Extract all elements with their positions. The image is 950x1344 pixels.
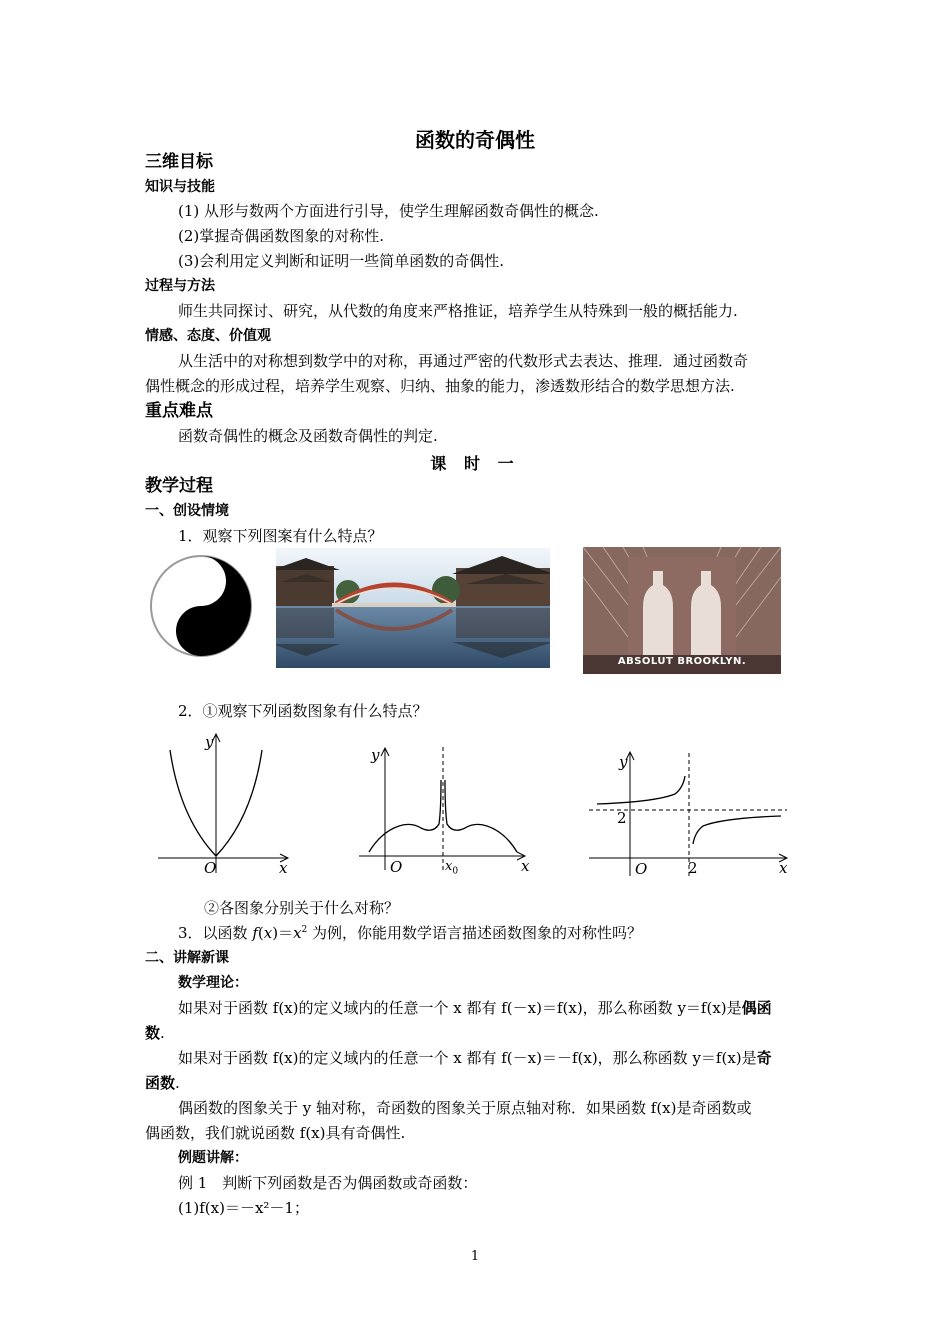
- sub-emotion: 情感、态度、价值观: [145, 328, 271, 344]
- graph1-origin-label: O: [204, 859, 217, 877]
- even-definition-line1: 如果对于函数 f(x)的定义域内的任意一个 x 都有 f(－x)＝f(x)，那么称函数 y＝f(x)是偶函: [178, 999, 772, 1017]
- section-key-points: 重点难点: [145, 401, 213, 421]
- section-goals: 三维目标: [145, 152, 213, 172]
- sub-create-situation: 一、创设情境: [145, 503, 229, 519]
- doc-title: 函数的奇偶性: [415, 128, 535, 152]
- process-text: 师生共同探讨、研究，从代数的角度来严格推证，培养学生从特殊到一般的概括能力.: [178, 302, 738, 320]
- emotion-text-2: 偶性概念的形成过程，培养学生观察、归纳、抽象的能力，渗透数形结合的数学思想方法.: [145, 377, 735, 395]
- question-2: 2．①观察下列函数图象有什么特点？: [178, 702, 428, 720]
- yin-yang-image: [143, 547, 259, 665]
- odd-definition-line2: 函数.: [145, 1074, 180, 1092]
- emotion-text-1: 从生活中的对称想到数学中的对称，再通过严密的代数形式去表达、推理．通过函数奇: [178, 352, 749, 370]
- symmetry-text-2: 偶函数，我们就说函数 f(x)具有奇偶性.: [145, 1124, 406, 1142]
- example-1: 例 1 判断下列函数是否为偶函数或奇函数：: [178, 1174, 478, 1192]
- graph3-x-label: x: [779, 859, 788, 877]
- question-1: 1．观察下列图案有什么特点？: [178, 527, 383, 545]
- even-definition-line2: 数.: [145, 1024, 165, 1042]
- graph3-y-label: y: [619, 753, 628, 771]
- graph2-y-label: y: [371, 746, 380, 764]
- knowledge-item-3: (3)会利用定义判断和证明一些简单函数的奇偶性.: [178, 252, 505, 270]
- graph2-x-label: x: [521, 857, 530, 875]
- knowledge-item-1: (1) 从形与数两个方面进行引导，使学生理解函数奇偶性的概念.: [178, 202, 599, 220]
- question-3: 3．以函数 $f(x)=x^2$ 为例，你能用数学语言描述函数图象的对称性吗？: [178, 924, 643, 942]
- question-2b: ②各图象分别关于什么对称？: [204, 899, 400, 917]
- sub-explain: 二、讲解新课: [145, 950, 229, 966]
- graph3-y-tick-2: 2: [617, 809, 627, 827]
- graph1-y-label: y: [205, 733, 214, 751]
- symmetry-text-1: 偶函数的图象关于 y 轴对称，奇函数的图象关于原点轴对称．如果函数 f(x)是奇函数或: [178, 1099, 752, 1117]
- page-number: 1: [470, 1249, 480, 1264]
- sub-process: 过程与方法: [145, 278, 215, 294]
- sub-knowledge: 知识与技能: [145, 179, 215, 195]
- examples-label: 例题讲解：: [178, 1150, 248, 1166]
- brooklyn-caption: ABSOLUT BROOKLYN.: [617, 656, 747, 667]
- knowledge-item-2: (2)掌握奇偶函数图象的对称性.: [178, 227, 385, 245]
- odd-definition-line1: 如果对于函数 f(x)的定义域内的任意一个 x 都有 f(－x)＝－f(x)，那么称函数 y＝f(x)是奇: [178, 1049, 772, 1067]
- graph3-x-tick-2: 2: [688, 859, 698, 877]
- section-teaching: 教学过程: [145, 476, 213, 496]
- bridge-reflection-image: [276, 548, 550, 668]
- key-points-text: 函数奇偶性的概念及函数奇偶性的判定.: [178, 427, 438, 445]
- lesson-heading: 课 时 一: [430, 454, 520, 473]
- graph2-x0-label: $x_0$: [445, 859, 459, 877]
- graph2-origin-label: O: [390, 858, 403, 876]
- example-1-item-1: (1)f(x)＝－x²－1；: [178, 1199, 309, 1217]
- graph3-origin-label: O: [635, 860, 648, 878]
- graph1-x-label: x: [279, 859, 288, 877]
- graph-even-parabola: [150, 728, 300, 878]
- absolut-brooklyn-image: [583, 547, 781, 674]
- math-theory-label: 数学理论：: [178, 975, 248, 991]
